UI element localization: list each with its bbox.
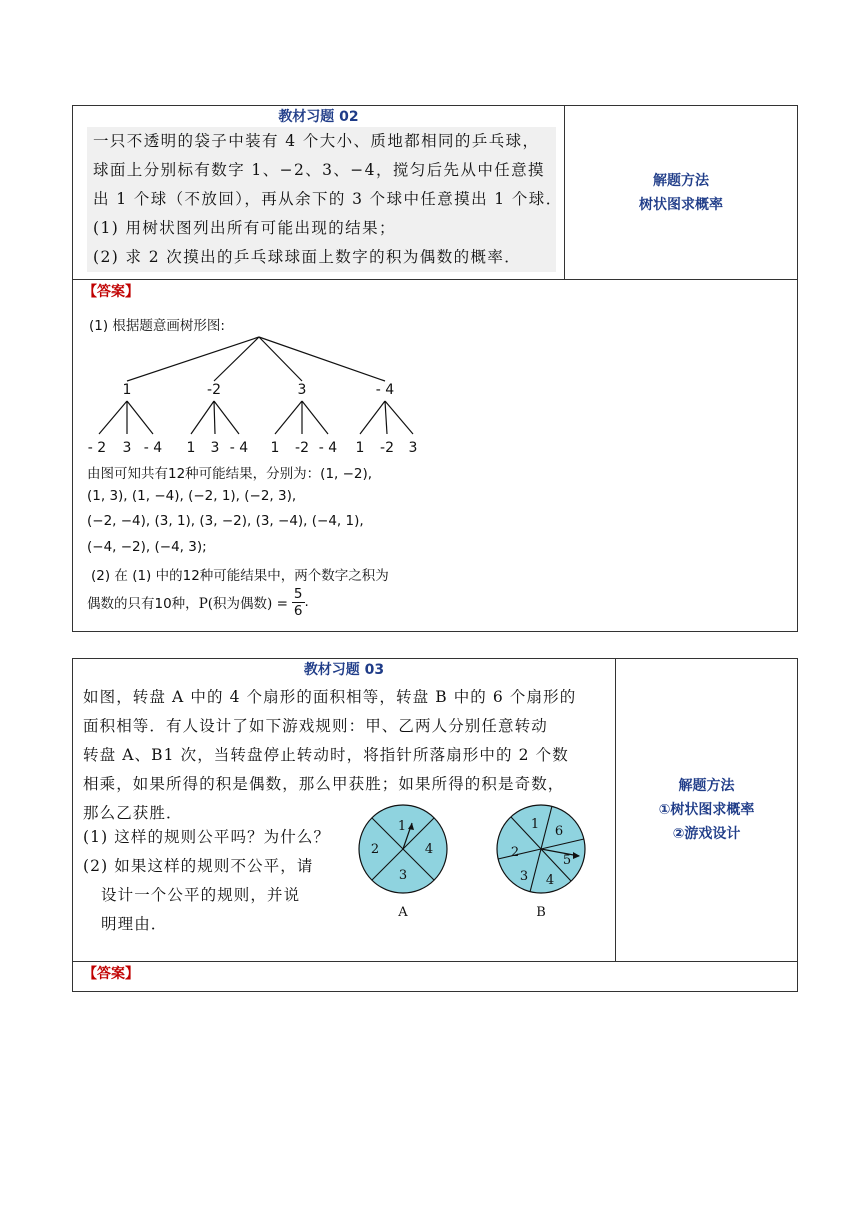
spinner-b-number: 3 [519,869,529,884]
spinner-b-number: 6 [554,824,564,839]
spinner-b-number: 1 [530,817,540,832]
problem-line: 那么乙获胜． [83,804,183,822]
method-title: 解题方法 [678,778,735,794]
spinner-b [495,802,595,927]
method-item: ②游戏设计 [672,826,741,842]
tree-leaf: 1 [270,440,280,456]
question-2-line: 明理由． [101,915,168,933]
answer-label: 【答案】 [83,966,139,982]
question-2-line: 设计一个公平的规则，并说 [101,886,301,904]
exercise-02-answer-area [73,280,797,632]
spinner-b-number: 2 [510,845,520,860]
exercise-03-questions [83,823,330,939]
exercise-03-table [72,658,798,992]
final-prefix: 偶数的只有10种， [87,595,199,612]
answer-line: (−2, −4), (3, 1), (3, −2), (3, −4), (−4, 1), [87,513,364,529]
tree-node: -2 [207,382,221,398]
tree-leaf: -2 [295,440,309,456]
answer-line: (2) 在 (1) 中的12种可能结果中，两个数字之积为 [91,568,389,584]
answer-final-line [87,584,309,619]
exercise-03-top-row [73,659,797,962]
exercise-03-method-cell [616,659,797,961]
tree-branches [99,337,413,434]
spinner-a-number: 3 [398,868,408,883]
exercise-02-table [72,105,798,632]
question-1: (1) 这样的规则公平吗？为什么？ [83,828,331,846]
method-item: 树状图求概率 [639,196,723,213]
tree-leaf: 1 [186,440,196,456]
answer-label: 【答案】 [83,284,139,300]
spinner-a [355,802,455,927]
problem-line: (1) 用树状图列出所有可能出现的结果； [93,219,396,237]
spinner-a-number: 1 [397,819,407,834]
fraction [292,586,305,619]
tree-leaf: 3 [408,440,418,456]
spinner-b-number: 4 [545,873,555,888]
problem-line: (2) 求 2 次摸出的乒乓球球面上数字的积为偶数的概率． [93,248,522,266]
tree-leaf: 3 [122,440,132,456]
final-period: . [304,593,309,610]
fraction-denominator: 6 [293,603,303,619]
spinner-b-label: B [536,905,546,920]
tree-node: 3 [297,382,307,398]
spinner-a-number: 4 [424,842,434,857]
tree-leaf: 3 [210,440,220,456]
spinner-a-label: A [398,905,408,920]
tree-leaf: - 4 [229,440,249,456]
problem-line: 球面上分别标有数字 1、−2、3、−4，搅匀后先从中任意摸 [93,161,545,179]
tree-diagram [83,334,443,464]
exercise-02-problem [87,127,563,272]
exercise-02-method-cell [565,106,797,279]
problem-line: 如图，转盘 A 中的 4 个扇形的面积相等，转盘 B 中的 6 个扇形的 [83,688,577,706]
exercise-03-problem-cell [73,659,616,961]
exercise-02-problem-cell [73,106,565,279]
exercise-02-top-row [73,106,797,280]
tree-node: 1 [122,382,132,398]
question-2-line: (2) 如果这样的规则不公平，请 [83,857,314,875]
problem-line: 面积相等．有人设计了如下游戏规则：甲、乙两人分别任意转动 [83,717,548,735]
problem-line: 一只不透明的袋子中装有 4 个大小、质地都相同的乒乓球， [93,132,540,150]
method-item: ①树状图求概率 [658,802,755,818]
tree-leaf: - 4 [318,440,338,456]
tree-leaf: 1 [355,440,365,456]
method-title: 解题方法 [653,172,709,189]
tree-leaf: - 4 [143,440,163,456]
answer-line: 由图可知共有12种可能结果，分别为：(1, −2), [87,466,373,482]
answer-line: (1, 3), (1, −4), (−2, 1), (−2, 3), [87,488,297,504]
problem-line: 相乘，如果所得的积是偶数，那么甲获胜；如果所得的积是奇数， [83,775,565,793]
tree-node: - 4 [375,382,395,398]
problem-line: 出 1 个球（不放回），再从余下的 3 个球中任意摸出 1 个球． [93,190,563,208]
tree-leaf: -2 [380,440,394,456]
answer-line: (−4, −2), (−4, 3); [87,539,207,555]
tree-leaf: - 2 [87,440,107,456]
fraction-numerator: 5 [293,586,303,602]
spinner-a-number: 2 [370,842,380,857]
exercise-03-heading: 教材习题 03 [303,662,385,678]
exercise-02-heading: 教材习题 02 [278,109,359,125]
final-formula: P(积为偶数) = [198,595,288,612]
problem-line: 转盘 A、B1 次，当转盘停止转动时，将指针所落扇形中的 2 个数 [83,746,569,764]
answer-line-1: (1) 根据题意画树形图: [89,318,225,334]
spinner-b-number: 5 [562,853,572,868]
